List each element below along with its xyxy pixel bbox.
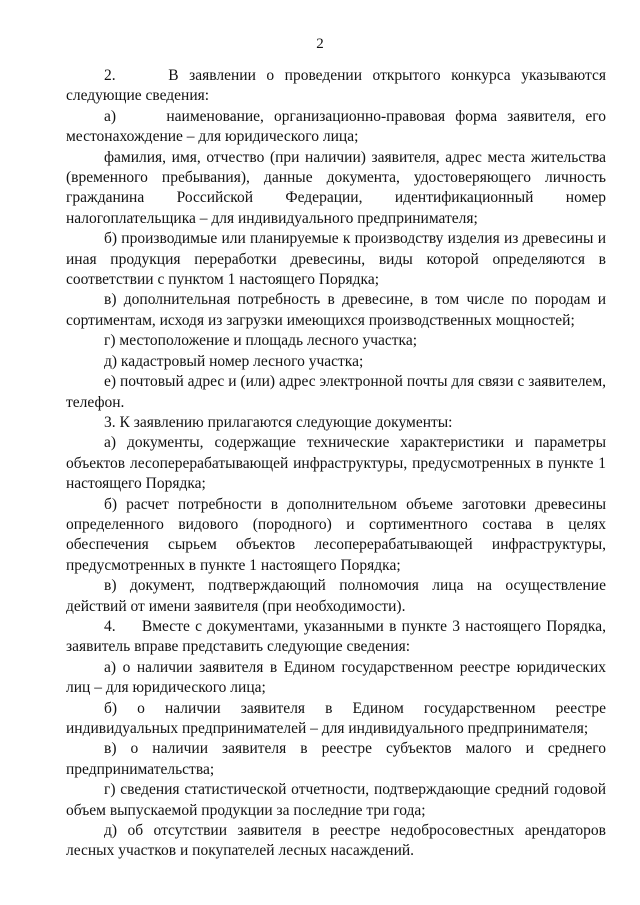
paragraph-2d: д) кадастровый номер лесного участка;	[104, 352, 364, 370]
paragraph-3-intro: 3. К заявлению прилагаются следующие документы:	[104, 413, 453, 431]
paragraph-2a: а) наименование, организационно-правовая форма заявителя, его местонахождение – для юридического лица;	[66, 107, 606, 146]
paragraph-3a: а) документы, содержащие технические характеристики и параметры объектов лесоперерабатывающей инфраструктуры, предусмотренных в пункте 1 настоящего Порядка;	[66, 434, 606, 493]
paragraph-4a: а) о наличии заявителя в Едином государственном реестре юридических лиц – для юридического лица;	[66, 658, 606, 697]
paragraph-2b: б) производимые или планируемые к производству изделия из древесины и иная продукция переработки древесины, виды которой определяются в соответствии с пунктом 1 настоящего Порядка;	[66, 230, 606, 289]
paragraph-2v: в) дополнительная потребность в древесине, в том числе по породам и сортиментам, исходя из загрузки имеющихся производственных мощностей;	[66, 291, 606, 329]
paragraph-2-intro: 2. В заявлении о проведении открытого конкурса указываются следующие сведения:	[66, 67, 606, 105]
document-body	[66, 66, 606, 862]
paragraph-4-intro: 4. Вместе с документами, указанными в пункте 3 настоящего Порядка, заявитель вправе представить следующие сведения:	[66, 617, 606, 656]
paragraph-3b: б) расчет потребности в дополнительном объеме заготовки древесины определенного видового (породного) и сортиментного состава в целях обеспечения сырьем объектов лесоперерабатывающей инфраструктуры, предусмотренных в пункте 1 настоящего Порядка;	[66, 495, 606, 574]
paragraph-4v: в) о наличии заявителя в реестре субъектов малого и среднего предпринимательства;	[66, 740, 606, 778]
paragraph-2g: г) местоположение и площадь лесного участка;	[104, 332, 418, 350]
paragraph-3v: в) документ, подтверждающий полномочия лица на осуществление действий от имени заявителя (при необходимости).	[66, 577, 606, 615]
paragraph-4d: д) об отсутствии заявителя в реестре недобросовестных арендаторов лесных участков и покупателей лесных насаждений.	[66, 822, 606, 860]
paragraph-2e: е) почтовый адрес и (или) адрес электронной почты для связи с заявителем, телефон.	[66, 373, 606, 411]
paragraph-4g: г) сведения статистической отчетности, подтверждающие средний годовой объем выпускаемой продукции за последние три года;	[66, 781, 606, 819]
paragraph-4b: б) о наличии заявителя в Едином государственном реестре индивидуальных предпринимателей – для индивидуального предпринимателя;	[66, 699, 606, 737]
paragraph-2a-individual: фамилия, имя, отчество (при наличии) заявителя, адрес места жительства (временного пребывания), данные документа, удостоверяющего личность гражданина Российской Федерации, идентификационный номер налогоплательщика – для индивидуального предпринимателя;	[66, 148, 606, 227]
page-number: 2	[316, 36, 324, 52]
